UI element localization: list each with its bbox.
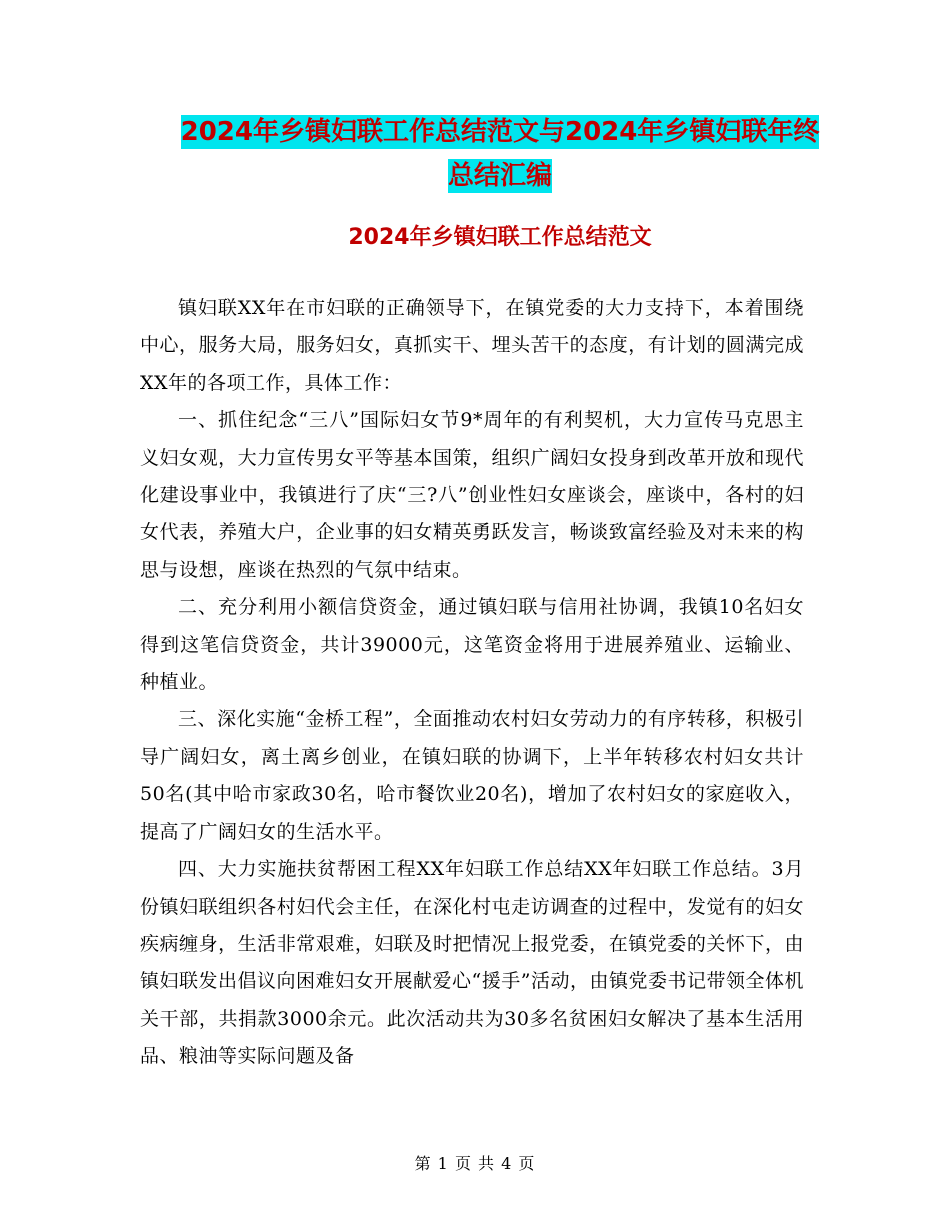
- document-title-line-2: 总结汇编: [447, 161, 552, 191]
- document-title: [140, 110, 860, 198]
- document-title-line-1: 2024年乡镇妇联工作总结范文与2024年乡镇妇联年终: [180, 117, 820, 147]
- page-number-footer: 第 1 页 共 4 页: [414, 1154, 536, 1173]
- paragraph-item-2: 二、充分利用小额信贷资金，通过镇妇联与信用社协调，我镇10名妇女得到这笔信贷资金，共计39000元，这笔资金将用于进展养殖业、运输业、种植业。: [140, 596, 804, 694]
- section-heading: 2024年乡镇妇联工作总结范文: [348, 225, 652, 250]
- document-body: [140, 290, 804, 1076]
- paragraph-item-4: 四、大力实施扶贫帮困工程XX年妇联工作总结XX年妇联工作总结。3月份镇妇联组织各村妇代会主任，在深化村屯走访调查的过程中，发觉有的妇女疾病缠身，生活非常艰难，妇联及时把情况上报党委，在镇党委的关怀下，由镇妇联发出倡议向困难妇女开展献爱心“援手”活动，由镇党委书记带领全体机关干部，共捐款3000余元。此次活动共为30多名贫困妇女解决了基本生活用品、粮油等实际问题及备: [140, 858, 804, 1068]
- paragraph-intro: 镇妇联XX年在市妇联的正确领导下，在镇党委的大力支持下，本着围绕中心，服务大局，服务妇女，真抓实干、埋头苦干的态度，有计划的圆满完成XX年的各项工作，具体工作：: [140, 297, 804, 394]
- paragraph-item-1: 一、抓住纪念“三八”国际妇女节9*周年的有利契机，大力宣传马克思主义妇女观，大力宣传男女平等基本国策，组织广阔妇女投身到改革开放和现代化建设事业中，我镇进行了庆“三?八”创业性妇女座谈会，座谈中，各村的妇女代表，养殖大户，企业事的妇女精英勇跃发言，畅谈致富经验及对未来的构思与设想，座谈在热烈的气氛中结束。: [140, 409, 804, 581]
- paragraph-item-3: 三、深化实施“金桥工程”，全面推动农村妇女劳动力的有序转移，积极引导广阔妇女，离土离乡创业，在镇妇联的协调下，上半年转移农村妇女共计50名(其中哈市家政30名，哈市餐饮业20名)，增加了农村妇女的家庭收入，提高了广阔妇女的生活水平。: [140, 708, 804, 843]
